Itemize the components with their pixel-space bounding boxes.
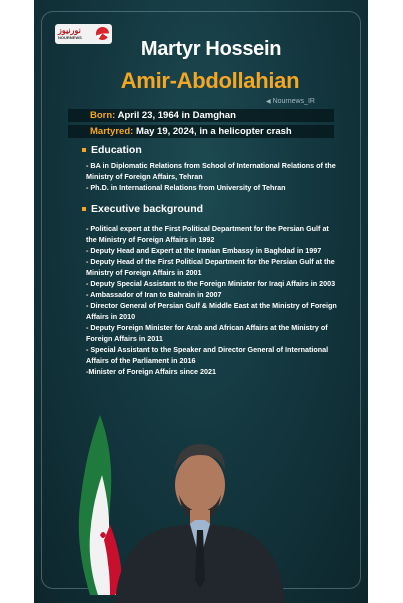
title-line-2: Amir-Abdollahian — [120, 68, 300, 93]
logo-subtext: NOURNEWS — [58, 35, 82, 40]
handle-text: Nournews_IR — [272, 98, 315, 105]
executive-list — [86, 223, 338, 377]
executive-item: - Deputy Special Assistant to the Foreign Minister for Iraqi Affairs in 2003 — [86, 279, 336, 288]
executive-item: - Political expert at the First Political Department for the Persian Gulf at the Ministry of Foreign Affairs in 1992 — [86, 224, 329, 244]
education-list — [86, 160, 338, 193]
born-row — [68, 109, 334, 122]
martyred-value: May 19, 2024, in a helicopter crash — [135, 126, 292, 137]
education-heading-text: Education — [91, 144, 142, 156]
martyred-label: Martyred: — [90, 126, 134, 137]
executive-heading — [82, 203, 203, 215]
portrait-image — [95, 440, 305, 603]
bullet-icon — [82, 148, 86, 152]
executive-heading-text: Executive background — [91, 203, 204, 215]
logo-swirl-icon — [96, 27, 109, 40]
executive-item: - Director General of Persian Gulf & Middle East at the Ministry of Foreign Affairs in 2010 — [86, 301, 337, 321]
telegram-icon: ◀ — [266, 99, 271, 105]
education-item: - Ph.D. in International Relations from University of Tehran — [86, 183, 286, 192]
born-label: Born: — [90, 110, 116, 121]
executive-item: - Deputy Head of the First Political Department for the Persian Gulf at the Ministry of Foreign Affairs in 2001 — [86, 257, 335, 277]
education-heading — [82, 144, 142, 156]
bullet-icon — [82, 207, 86, 211]
executive-item: - Deputy Head and Expert at the Iranian Embassy in Baghdad in 1997 — [86, 246, 322, 255]
martyred-row — [68, 125, 334, 138]
telegram-handle — [266, 98, 315, 105]
nournews-logo — [55, 24, 112, 44]
logo-text: نورنیوز — [58, 26, 81, 35]
executive-item: - Ambassador of Iran to Bahrain in 2007 — [86, 290, 222, 299]
education-item: - BA in Diplomatic Relations from School of International Relations of the Ministry of Foreign Affairs, Tehran — [86, 161, 336, 181]
executive-item: -Minister of Foreign Affairs since 2021 — [86, 367, 216, 376]
executive-item: - Deputy Foreign Minister for Arab and African Affairs at the Ministry of Foreign Affairs in 2011 — [86, 323, 328, 343]
title-line-1: Martyr Hossein — [140, 38, 282, 60]
executive-item: - Special Assistant to the Speaker and Director General of International Affairs of the Parliament in 2016 — [86, 345, 329, 365]
born-value: April 23, 1964 in Damghan — [117, 110, 236, 121]
